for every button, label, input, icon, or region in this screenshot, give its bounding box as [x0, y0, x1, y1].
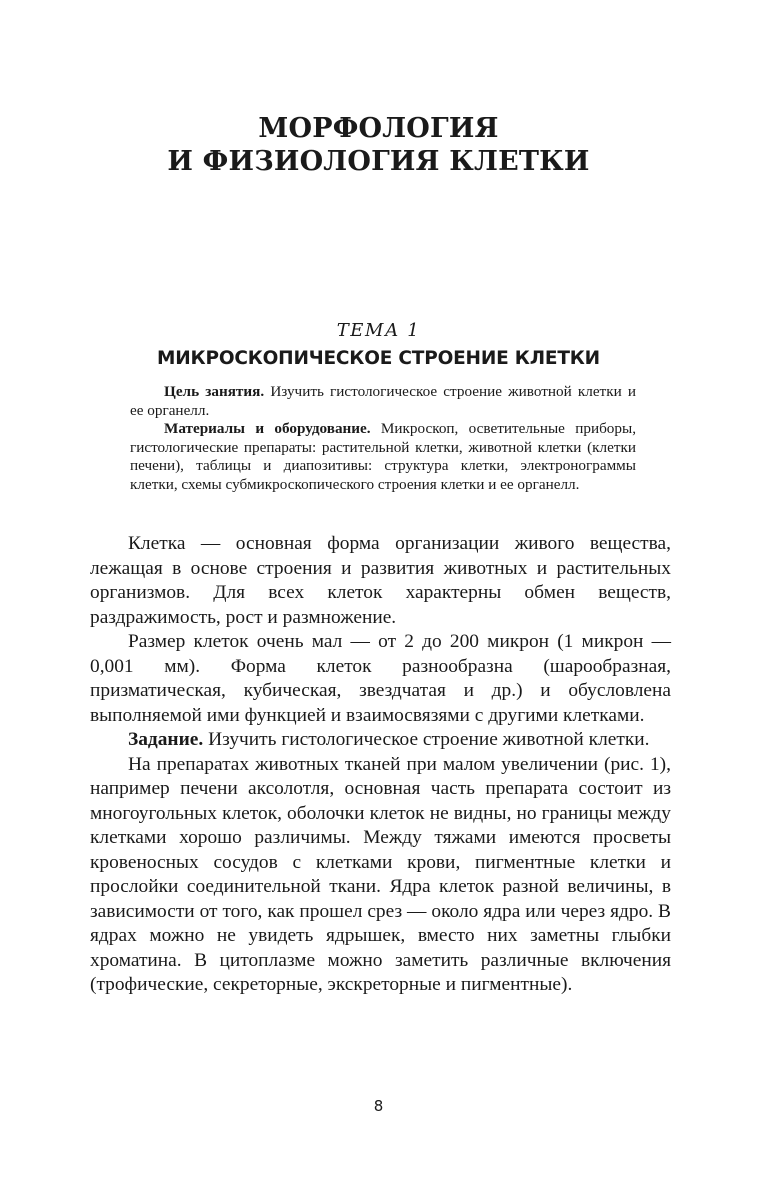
chapter-title-line-1: МОРФОЛОГИЯ	[258, 113, 499, 144]
chapter-title-line-2: И ФИЗИОЛОГИЯ КЛЕТКИ	[167, 146, 590, 177]
lesson-goal	[130, 383, 636, 420]
task-text: Изучить гистологическое строение животной клетки.	[203, 729, 650, 750]
lesson-goal-text: Изучить гистологическое строение животной клетки и ее органелл.	[130, 383, 636, 419]
lesson-materials	[130, 420, 636, 494]
paragraph-cell-size: Размер клеток очень мал — от 2 до 200 микрон (1 микрон — 0,001 мм). Форма клеток разнообразна (шарообразная, призматическая, кубическая, звездчатая и др.) и обусловлена выполняемой ими функцией и взаимосвязями с другими клетками.	[90, 631, 671, 726]
page-number: 8	[373, 1097, 384, 1115]
main-text	[90, 532, 671, 998]
topic-title: МИКРОСКОПИЧЕСКОЕ СТРОЕНИЕ КЛЕТКИ	[157, 348, 600, 369]
lesson-intro	[130, 383, 636, 495]
paragraph-task	[90, 728, 671, 753]
topic-label: ТЕМА 1	[336, 320, 421, 341]
paragraph-observation: На препаратах животных тканей при малом увеличении (рис. 1), например печени аксолотля, основная часть препарата состоит из многоугольных клеток, оболочки клеток не видны, но границы между клетками хорошо различимы. Между тяжами имеются просветы кровеносных сосудов с клетками крови, пигментные клетки и прослойки соединительной ткани. Ядра клеток разной величины, в зависимости от того, как прошел срез — около ядра или через ядро. В ядрах можно не увидеть ядрышек, вместо них заметны глыбки хроматина. В цитоплазме можно заметить различные включения (трофические, секреторные, экскреторные и пигментные).	[90, 753, 671, 995]
lesson-materials-label: Материалы и оборудование.	[164, 420, 371, 438]
paragraph-cell-definition: Клетка — основная форма организации живого вещества, лежащая в основе строения и развития животных и растительных организмов. Для всех клеток характерны обмен веществ, раздражимость, рост и размножение.	[90, 533, 671, 628]
lesson-goal-label: Цель занятия.	[164, 383, 265, 400]
task-label: Задание.	[128, 729, 204, 750]
lesson-materials-text: Микроскоп, осветительные приборы, гистологические препараты: растительной клетки, животной клетки (клетки печени), таблицы и диапозитивы: структура клетки, электронограммы клетки, схемы субмикроскопического строения клетки и ее органелл.	[130, 420, 636, 493]
chapter-title	[0, 112, 757, 178]
